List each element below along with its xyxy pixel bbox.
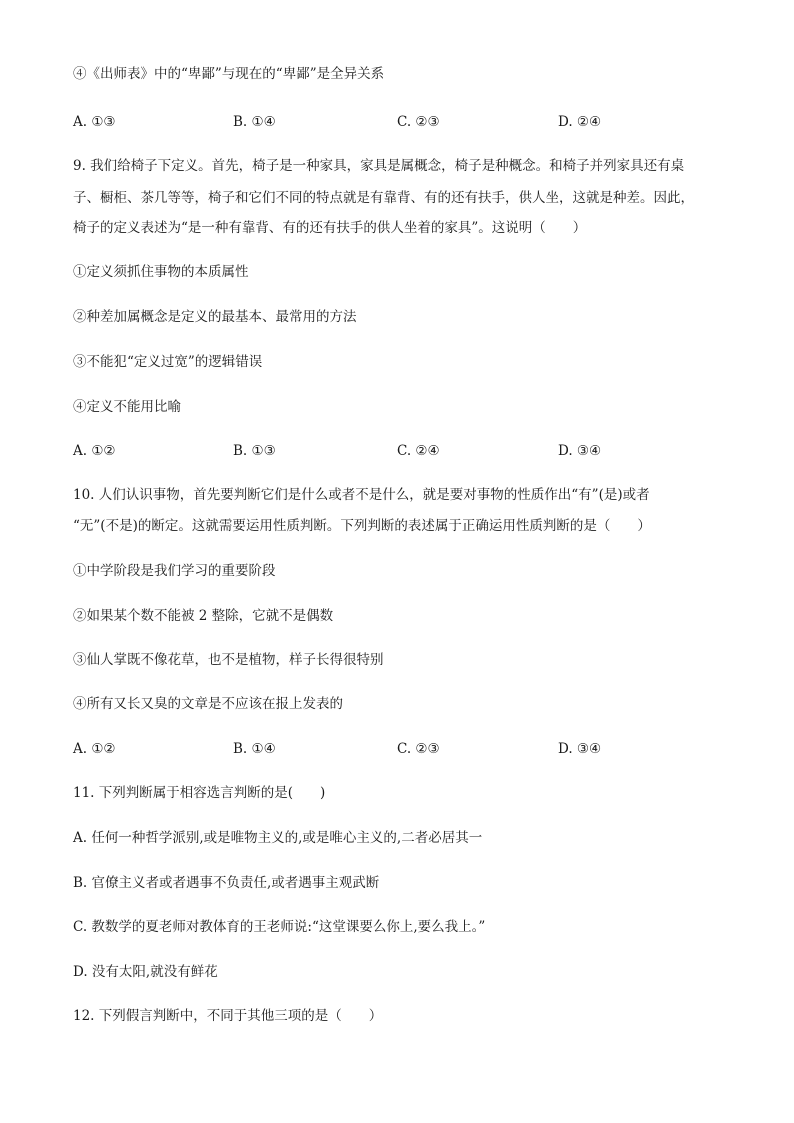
q8-option-d[interactable]: D. ②④ (558, 114, 602, 130)
q11-choice-c[interactable]: C. 教数学的夏老师对教体育的王老师说:“这堂课要么你上,要么我上。” (73, 919, 486, 935)
q11-stem: 11. 下列判断属于相容选言判断的是( ) (73, 785, 326, 801)
q9-stem-line-2: 子、橱柜、茶几等等，椅子和它们不同的特点就是有靠背、有的还有扶手，供人坐，这就是种差。因此， (73, 190, 694, 206)
q12-stem: 12. 下列假言判断中，不同于其他三项的是（ ） (73, 1008, 383, 1024)
q9-stem-line-1: 9. 我们给椅子下定义。首先，椅子是一种家具，家具是属概念，椅子是种概念。和椅子并列家具还有桌 (73, 158, 685, 174)
q9-statement-1: ①定义须抓住事物的本质属性 (73, 264, 249, 280)
q9-stem-line-3: 椅子的定义表述为“是一种有靠背、有的还有扶手的供人坐着的家具”。这说明（ ） (73, 220, 587, 236)
q11-choice-b[interactable]: B. 官僚主义者或者遇事不负责任,或者遇事主观武断 (73, 875, 380, 891)
q9-statement-4: ④定义不能用比喻 (73, 399, 181, 415)
q9-option-c[interactable]: C. ②④ (397, 443, 440, 459)
q10-options (73, 739, 733, 759)
q9-statement-3: ③不能犯“定义过宽”的逻辑错误 (73, 354, 263, 370)
q9-options (73, 441, 733, 461)
q10-stem-line-1: 10. 人们认识事物，首先要判断它们是什么或者不是什么，就是要对事物的性质作出“有”(是)或者 (73, 487, 650, 503)
q8-options (73, 112, 733, 132)
q11-choice-d[interactable]: D. 没有太阳,就没有鲜花 (73, 964, 218, 980)
q10-statement-3: ③仙人掌既不像花草，也不是植物，样子长得很特别 (73, 652, 384, 668)
q9-option-b[interactable]: B. ①③ (233, 443, 276, 459)
q8-option-a[interactable]: A. ①③ (73, 114, 116, 130)
q10-option-c[interactable]: C. ②③ (397, 741, 440, 757)
q9-option-d[interactable]: D. ③④ (558, 443, 602, 459)
q10-statement-4: ④所有又长又臭的文章是不应该在报上发表的 (73, 696, 343, 712)
q10-option-d[interactable]: D. ③④ (558, 741, 602, 757)
q8-statement-4: ④《出师表》中的“卑鄙”与现在的“卑鄙”是全异关系 (73, 66, 385, 82)
q10-statement-1: ①中学阶段是我们学习的重要阶段 (73, 563, 276, 579)
q11-choice-a[interactable]: A. 任何一种哲学派别,或是唯物主义的,或是唯心主义的,二者必居其一 (73, 830, 483, 846)
q9-option-a[interactable]: A. ①② (73, 443, 116, 459)
q10-statement-2: ②如果某个数不能被 2 整除，它就不是偶数 (73, 608, 334, 624)
q10-option-b[interactable]: B. ①④ (233, 741, 276, 757)
q8-option-c[interactable]: C. ②③ (397, 114, 440, 130)
q10-option-a[interactable]: A. ①② (73, 741, 116, 757)
q8-option-b[interactable]: B. ①④ (233, 114, 276, 130)
q10-stem-line-2: “无”(不是)的断定。这就需要运用性质判断。下列判断的表述属于正确运用性质判断的是（ ） (73, 518, 651, 534)
q9-statement-2: ②种差加属概念是定义的最基本、最常用的方法 (73, 309, 357, 325)
